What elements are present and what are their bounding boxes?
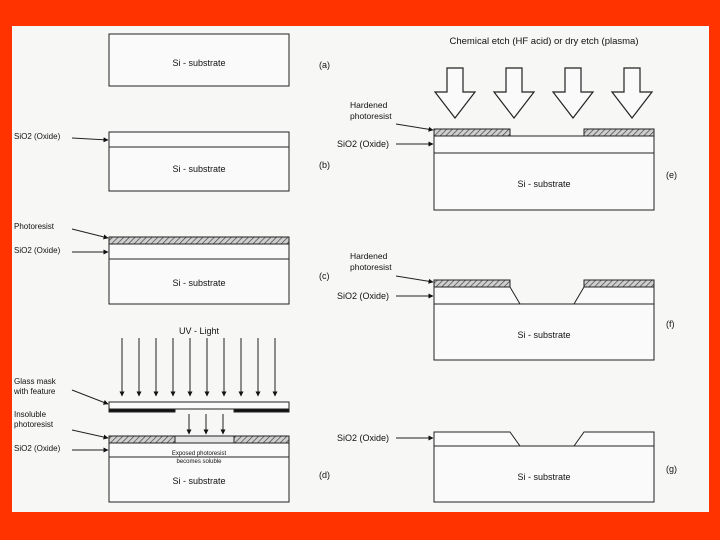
step-letter-e: (e) — [666, 170, 677, 180]
substrate-label-a: Si - substrate — [172, 58, 226, 68]
hardened-photoresist-left-e — [434, 129, 510, 136]
step-letter-g: (g) — [666, 464, 677, 474]
oxide-layer-e — [434, 136, 654, 153]
exposed-photoresist — [175, 436, 234, 443]
substrate-label-c: Si - substrate — [172, 278, 226, 288]
mask-opaque-left — [109, 409, 175, 412]
hardened-arrow-f — [396, 276, 433, 282]
uv-light-label: UV - Light — [178, 326, 220, 336]
substrate-label-f: Si - substrate — [517, 330, 571, 340]
insoluble-photoresist-right — [234, 436, 289, 443]
mask-opaque-right — [234, 409, 289, 412]
oxide-label-b: SiO2 (Oxide) — [14, 132, 61, 141]
glass-mask-label-1: Glass mask — [14, 377, 56, 386]
step-g — [396, 432, 654, 502]
insoluble-photoresist-left — [109, 436, 175, 443]
step-c — [72, 229, 289, 304]
step-letter-a: (a) — [319, 60, 330, 70]
oxide-label-d: SiO2 (Oxide) — [14, 444, 61, 453]
step-b — [72, 132, 289, 191]
step-letter-c: (c) — [319, 271, 330, 281]
step-letter-d: (d) — [319, 470, 330, 480]
etch-label: Chemical etch (HF acid) or dry etch (plasma) — [449, 36, 639, 47]
oxide-layer-b — [109, 132, 289, 147]
substrate-label-g: Si - substrate — [517, 472, 571, 482]
hardened-label-e-1: Hardened — [350, 100, 388, 110]
etched-oxide-f — [434, 287, 654, 304]
oxide-label-g: SiO2 (Oxide) — [337, 433, 390, 443]
insoluble-arrow-d — [72, 430, 108, 438]
step-letter-f: (f) — [666, 319, 675, 329]
oxide-label-e: SiO2 (Oxide) — [337, 139, 390, 149]
oxide-layer-c — [109, 244, 289, 259]
insoluble-label-2: photoresist — [14, 420, 54, 429]
hardened-label-e-2: photoresist — [350, 111, 392, 121]
photoresist-label-c: Photoresist — [14, 222, 55, 231]
insoluble-label-1: Insoluble — [14, 410, 47, 419]
patterned-oxide-g — [434, 432, 654, 446]
hardened-arrow-e — [396, 124, 433, 130]
exposed-label-2: becomes soluble — [176, 459, 222, 465]
exposed-label-1: Exposed photoresist — [171, 451, 227, 457]
step-f — [396, 276, 654, 360]
substrate-label-b: Si - substrate — [172, 164, 226, 174]
hardened-label-f-1: Hardened — [350, 251, 388, 261]
uv-rays — [122, 338, 275, 434]
oxide-label-f: SiO2 (Oxide) — [337, 291, 390, 301]
substrate-label-e: Si - substrate — [517, 179, 571, 189]
hardened-label-f-2: photoresist — [350, 262, 392, 272]
photolithography-diagram — [12, 26, 709, 512]
hardened-photoresist-left-f — [434, 280, 510, 287]
glass-mask-label-2: with feature — [14, 387, 56, 396]
mask-arrow-d — [72, 390, 108, 404]
oxide-label-c: SiO2 (Oxide) — [14, 246, 61, 255]
diagram-sheet — [12, 26, 709, 512]
oxide-arrow-b — [72, 138, 108, 140]
etch-arrows — [435, 68, 652, 118]
substrate-label-d: Si - substrate — [172, 476, 226, 486]
hardened-photoresist-right-e — [584, 129, 654, 136]
hardened-photoresist-right-f — [584, 280, 654, 287]
step-letter-b: (b) — [319, 160, 330, 170]
photoresist-layer-c — [109, 237, 289, 244]
glass-mask — [109, 402, 289, 409]
photoresist-arrow-c — [72, 229, 108, 238]
